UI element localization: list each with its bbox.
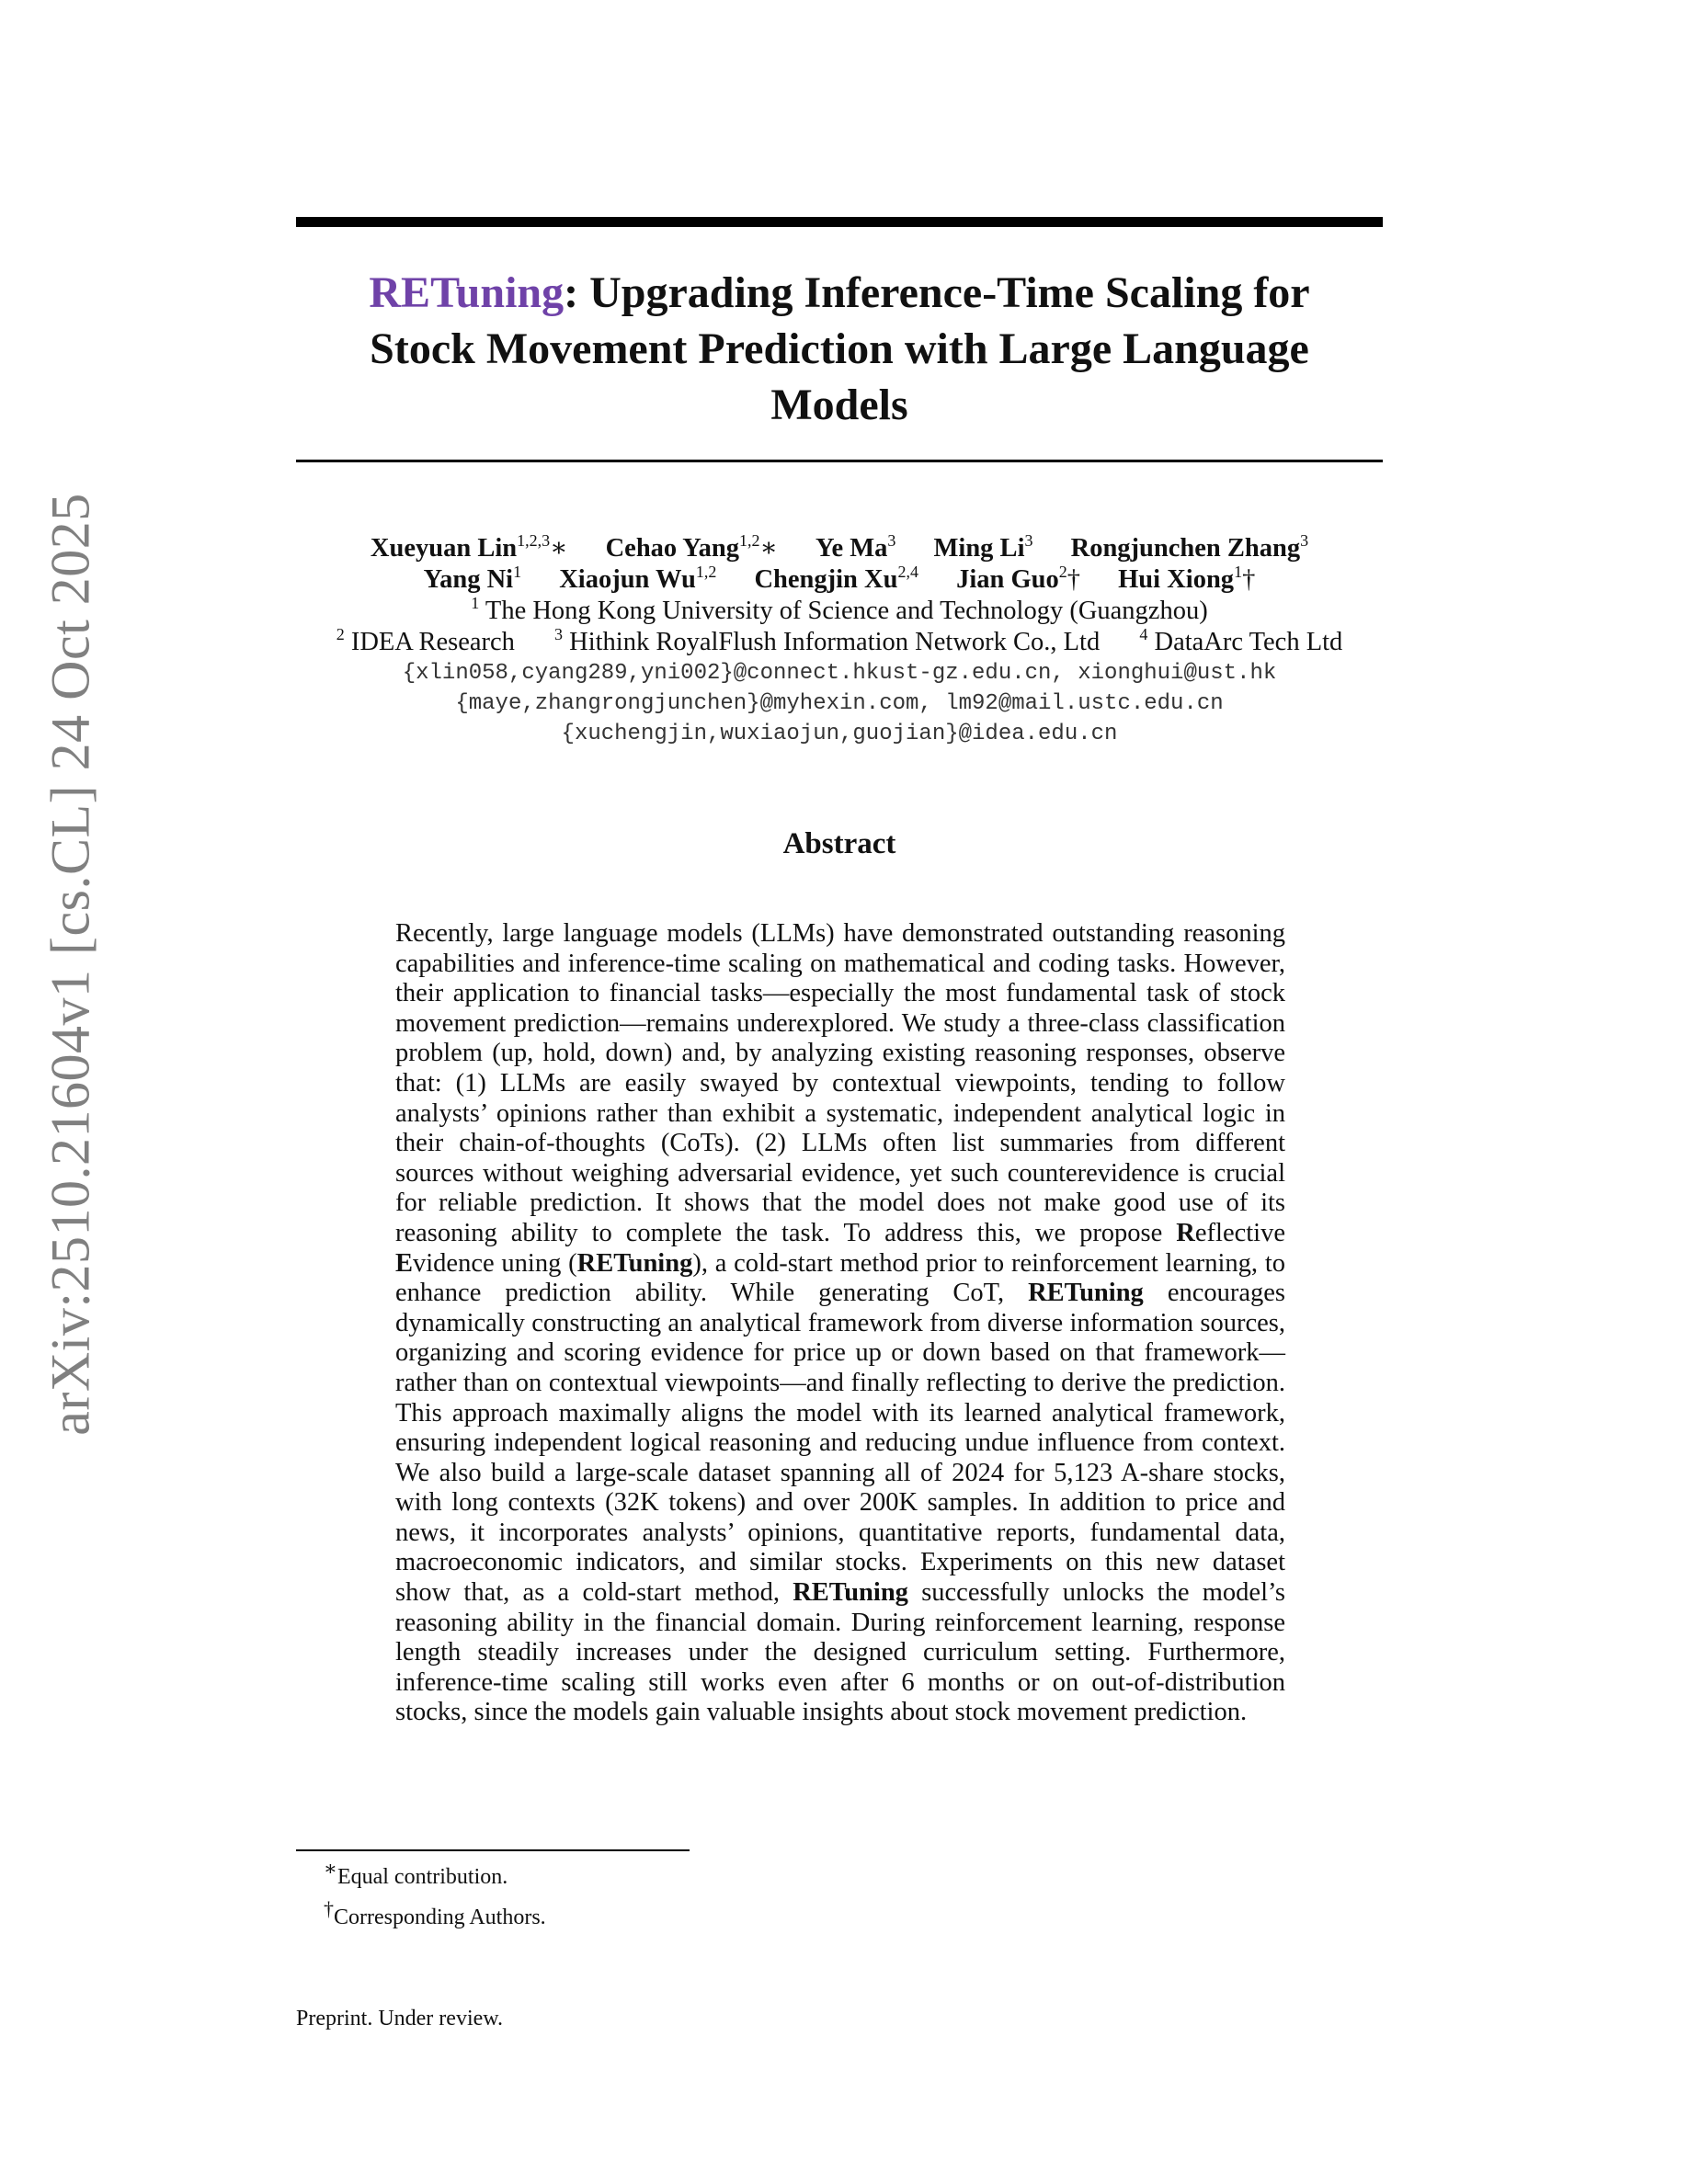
paper-title (296, 265, 1383, 433)
author: Hui Xiong$^1$† (1118, 563, 1256, 594)
title-line-1: : Upgrading Inference-Time Scaling for (564, 268, 1310, 317)
method-name-bold: RETuning (576, 1248, 693, 1278)
affiliation-row-1 (296, 596, 1383, 627)
title-line-2: Stock Movement Prediction with Large Language (370, 324, 1309, 373)
footnote-rule (296, 1849, 690, 1851)
author: Rongjunchen Zhang$^3$ (1070, 531, 1309, 563)
author: Ming Li$^3$ (933, 531, 1033, 563)
title-line-3: Models (770, 381, 908, 429)
affiliation-row-2 (296, 627, 1383, 658)
method-name-bold: RETuning (793, 1578, 908, 1608)
author-block (296, 533, 1383, 749)
footnote-equal-contribution: ∗Equal contribution. (324, 1857, 508, 1889)
author: Yang Ni$^1$ (423, 563, 522, 594)
affiliation: $^3$ Hithink RoyalFlush Information Network Co., Ltd (554, 625, 1101, 656)
abstract-body: Recently, large language models (LLMs) have demonstrated outstanding reasoning capabilities and inference-time scaling on mathematical and coding tasks. However, their application to financial tasks—especially the most fundamental task of stock movement prediction—remains underexplored. We study a three-class classification problem (up, hold, down) and, by analyzing existing reasoning responses, observe that: (1) LLMs are easily swayed by contextual viewpoints, tending to follow analysts’ opinions rather than exhibit a systematic, independent analytical logic in their chain-of-thoughts (CoTs). (2) LLMs often list summaries from different sources without weighing adversarial evidence, yet such counterevidence is crucial for reliable prediction. It shows that the model does not make good use of its reasoning ability to complete the task. To address this, we propose Reflective Evidence uning (RETuning), a cold-start method prior to reinforcement learning, to enhance prediction ability. While generating CoT, RETuning encourages dynamically constructing an analytical framework from diverse information sources, organizing and scoring evidence for price up or down based on that framework—rather than on contextual viewpoints—and finally reflecting to derive the prediction. This approach maximally aligns the model with its learned analytical framework, ensuring independent logical reasoning and reducing undue influence from context. We also build a large-scale dataset spanning all of 2024 for 5,123 A-share stocks, with long contexts (32K tokens) and over 200K samples. In addition to price and news, it incorporates analysts’ opinions, quantitative reports, fundamental data, macroeconomic indicators, and similar stocks. Experiments on this new dataset show that, as a cold-start method, RETuning successfully unlocks the model’s reasoning ability in the financial domain. During reinforcement learning, response length steadily increases under the designed curriculum setting. Furthermore, inference-time scaling still works even after 6 months or on out-of-distribution stocks, since the models gain valuable insights about stock movement prediction. (395, 919, 1285, 1727)
email-line: {xlin058,cyang289,yni002}@connect.hkust-gz.edu.cn, xionghui@ust.hk (402, 661, 1277, 686)
title-bottom-rule (296, 460, 1383, 462)
arxiv-identifier-stamp: arXiv:2510.21604v1 [cs.CL] 24 Oct 2025 (40, 493, 101, 1436)
method-name-bold: RETuning (1028, 1279, 1144, 1308)
affiliation: $^2$ IDEA Research (336, 625, 515, 656)
preprint-notice: Preprint. Under review. (296, 2007, 504, 2030)
author: Chengjin Xu$^{2,4}$ (754, 563, 918, 594)
author-row-2 (296, 564, 1383, 596)
footnotes (324, 1857, 546, 1938)
email-line: {xuchengjin,wuxiaojun,guojian}@idea.edu.cn (561, 722, 1118, 746)
author: Ye Ma$^3$ (815, 531, 896, 563)
author-row-1 (296, 533, 1383, 564)
author: Xiaojun Wu$^{1,2}$ (559, 563, 717, 594)
title-top-rule (296, 217, 1383, 227)
author: Xueyuan Lin$^{1,2,3}$∗ (370, 531, 568, 563)
affiliation: $^4$ DataArc Tech Ltd (1139, 625, 1343, 656)
abstract-heading: Abstract (782, 827, 896, 860)
affiliation: $^1$ The Hong Kong University of Science and Technology (Guangzhou) (471, 594, 1208, 625)
author: Jian Guo$^2$† (956, 563, 1081, 594)
title-method-name: RETuning (369, 268, 565, 317)
footnote-corresponding-authors: †Corresponding Authors. (324, 1897, 546, 1929)
email-line: {maye,zhangrongjunchen}@myhexin.com, lm92@mail.ustc.edu.cn (455, 691, 1224, 716)
author: Cehao Yang$^{1,2}$∗ (605, 531, 778, 563)
